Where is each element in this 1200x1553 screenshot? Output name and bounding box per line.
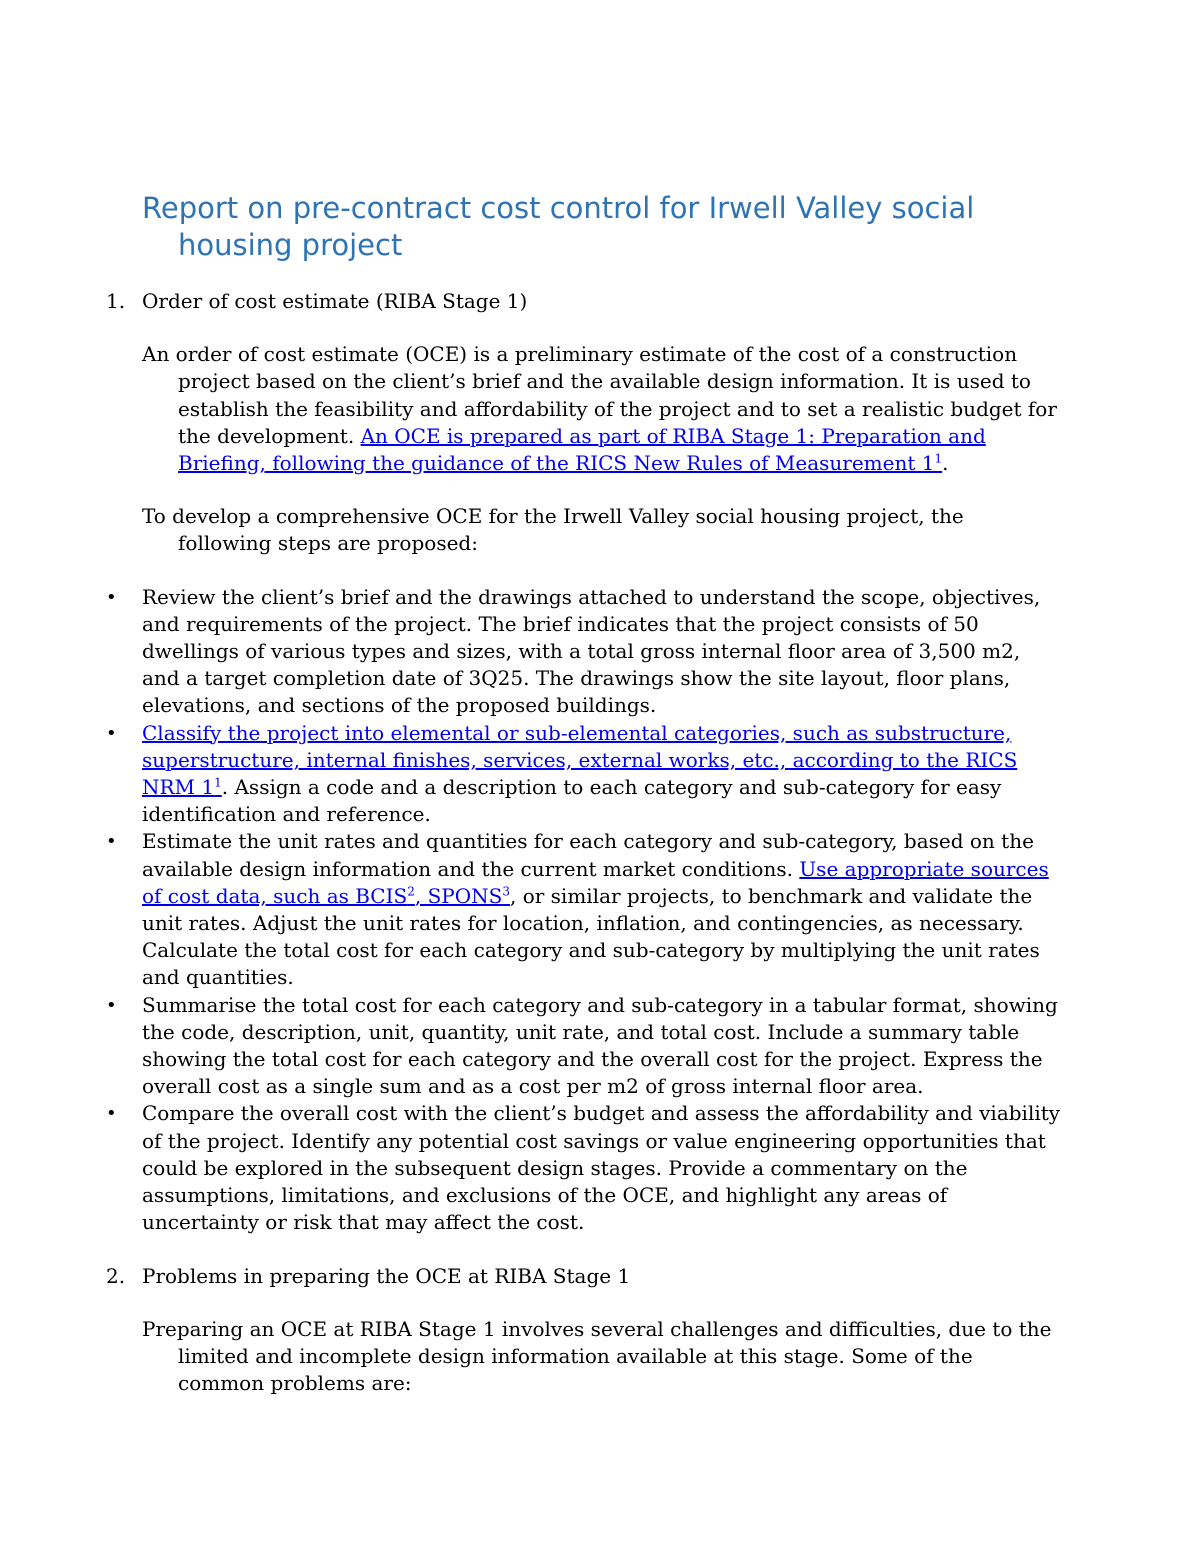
list-item-text: , or similar projects, to benchmark and validate the unit rates. Adjust the unit rates for location, inflation, and contingencies, as necessary. Calculate the total cost for each category and sub-category by multiplying the unit rates and quantities.	[142, 883, 1040, 990]
report-title: Report on pre-contract cost control for Irwell Valley social housing project	[142, 191, 975, 262]
list-item-text: Summarise the total cost for each category and sub-category in a tabular format, showing the code, description, unit, quantity, unit rate, and total cost. Include a summary table showing the total cost for each category and the overall cost for the project. Express the overall cost as a single sum and as a cost per m2 of gross internal floor area.	[142, 992, 1058, 1099]
list-item-text: Review the client’s brief and the drawings attached to understand the scope, objectives, and requirements of the project. The brief indicates that the project consists of 50 dwellings of various types and sizes, with a total gross internal floor area of 3,500 m2, and a target completion date of 3Q25. The drawings show the site layout, floor plans, elevations, and sections of the proposed buildings.	[142, 584, 1041, 718]
bullet-icon: •	[106, 994, 117, 1016]
bullet-icon: •	[106, 1103, 117, 1125]
section-1-paragraph-1	[142, 341, 1062, 477]
footnote-ref-2: 2	[407, 884, 415, 899]
footnote-ref-1: 1	[934, 451, 943, 466]
section-2-heading	[106, 1263, 1062, 1290]
list-item	[106, 1100, 1062, 1236]
list-item-text: Compare the overall cost with the client’s budget and assess the affordability and viability of the project. Identify any potential cost savings or value engineering opportunities that could be explored in the subsequent design stages. Provide a commentary on the assumptions, limitations, and exclusions of the OCE, and highlight any areas of uncertainty or risk that may affect the cost.	[142, 1101, 1061, 1235]
section-1-number: 1.	[106, 289, 126, 313]
cost-data-link-text: Use appropriate sources of cost data, such as BCIS	[142, 856, 1049, 908]
document-body	[106, 190, 1062, 1423]
nrm-classification-link-text: Classify the project into elemental or sub-elemental categories, such as substructure, superstructure, internal finishes, services, external works, etc., according to the RICS NRM 1	[142, 720, 1018, 800]
section-1-heading	[106, 288, 1062, 315]
spons-link-text: SPONS	[427, 883, 503, 908]
bullet-icon: •	[106, 831, 117, 853]
section-2-number: 2.	[106, 1263, 126, 1288]
section-1-heading-text: Order of cost estimate (RIBA Stage 1)	[142, 289, 528, 313]
riba-stage-1-link-text: An OCE is prepared as part of RIBA Stage 1: Preparation and Briefing, following the guidance of the RICS New Rules of Measurement 1	[178, 423, 986, 476]
list-item-text: Estimate the unit rates and quantities for each category and sub-category, based on the available design information and the current market conditions.	[142, 829, 1034, 881]
oce-steps-list	[106, 584, 1062, 1237]
footnote-ref-1: 1	[214, 775, 222, 790]
list-item	[106, 584, 1062, 720]
list-item	[106, 720, 1062, 829]
paragraph-end-period: .	[942, 451, 949, 476]
oce-definition-text: An order of cost estimate (OCE) is a preliminary estimate of the cost of a construction project based on the client’s brief and the available design information. It is used to establish the feasibility and affordability of the project and to set a realistic budget for the development.	[142, 342, 1057, 448]
section-2-heading-text: Problems in preparing the OCE at RIBA Stage 1	[142, 1263, 631, 1288]
list-item-text: . Assign a code and a description to each category and sub-category for easy identification and reference.	[142, 775, 1002, 827]
section-1-paragraph-2: To develop a comprehensive OCE for the Irwell Valley social housing project, the following steps are proposed:	[142, 504, 964, 556]
section-2-paragraph-1: Preparing an OCE at RIBA Stage 1 involves several challenges and difficulties, due to the limited and incomplete design information available at this stage. Some of the common problems are:	[142, 1316, 1052, 1396]
list-item	[106, 992, 1062, 1101]
link-separator: ,	[414, 883, 428, 908]
bullet-icon: •	[106, 586, 117, 608]
bullet-icon: •	[106, 722, 117, 744]
footnote-ref-3: 3	[502, 884, 510, 899]
list-item	[106, 828, 1062, 991]
